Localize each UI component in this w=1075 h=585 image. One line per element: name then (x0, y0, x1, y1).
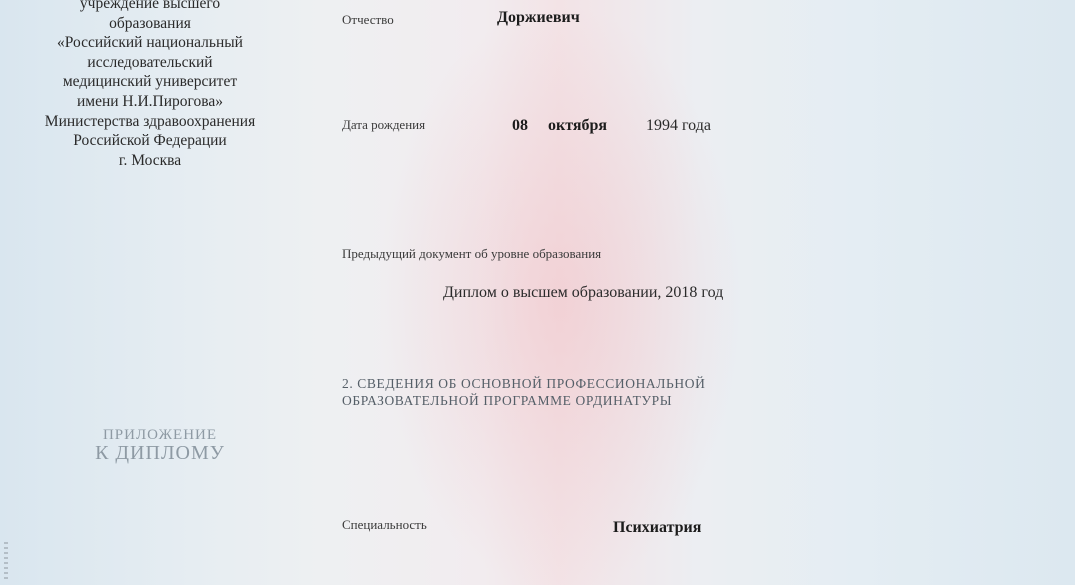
patronymic-value: Доржиевич (497, 9, 580, 26)
patronymic-label: Отчество (342, 12, 394, 27)
appendix-title-line2: К ДИПЛОМУ (95, 442, 225, 464)
birth-date-label: Дата рождения (342, 117, 426, 132)
institution-line: Министерства здравоохранения (44, 112, 256, 130)
specialty-value: Психиатрия (613, 519, 702, 536)
section-2-title-line2: ОБРАЗОВАТЕЛЬНОЙ ПРОГРАММЕ ОРДИНАТУРЫ (342, 393, 673, 408)
edge-marks (4, 542, 8, 582)
previous-document-label: Предыдущий документ об уровне образования (342, 246, 602, 261)
previous-document-value: Диплом о высшем образовании, 2018 год (443, 284, 724, 301)
institution-line: учреждение высшего (79, 0, 221, 12)
institution-line: исследовательский (87, 53, 213, 71)
birth-year: 1994 года (646, 117, 711, 134)
section-2-title-line1: 2. СВЕДЕНИЯ ОБ ОСНОВНОЙ ПРОФЕССИОНАЛЬНОЙ (342, 376, 706, 391)
appendix-title (60, 427, 260, 465)
appendix-title-line1: ПРИЛОЖЕНИЕ (102, 427, 218, 443)
institution-line: образования (109, 14, 191, 32)
institution-line: имени Н.И.Пирогова» (76, 92, 224, 110)
institution-line: медицинский университет (62, 73, 238, 91)
institution-line: г. Москва (118, 151, 182, 169)
birth-day: 08 (512, 117, 528, 134)
institution-line: Российской Федерации (73, 132, 227, 150)
institution-block (0, 0, 300, 170)
birth-month: октября (548, 117, 608, 134)
section-2-title (342, 375, 705, 409)
specialty-label: Специальность (342, 517, 427, 532)
institution-line: «Российский национальный (57, 34, 243, 52)
